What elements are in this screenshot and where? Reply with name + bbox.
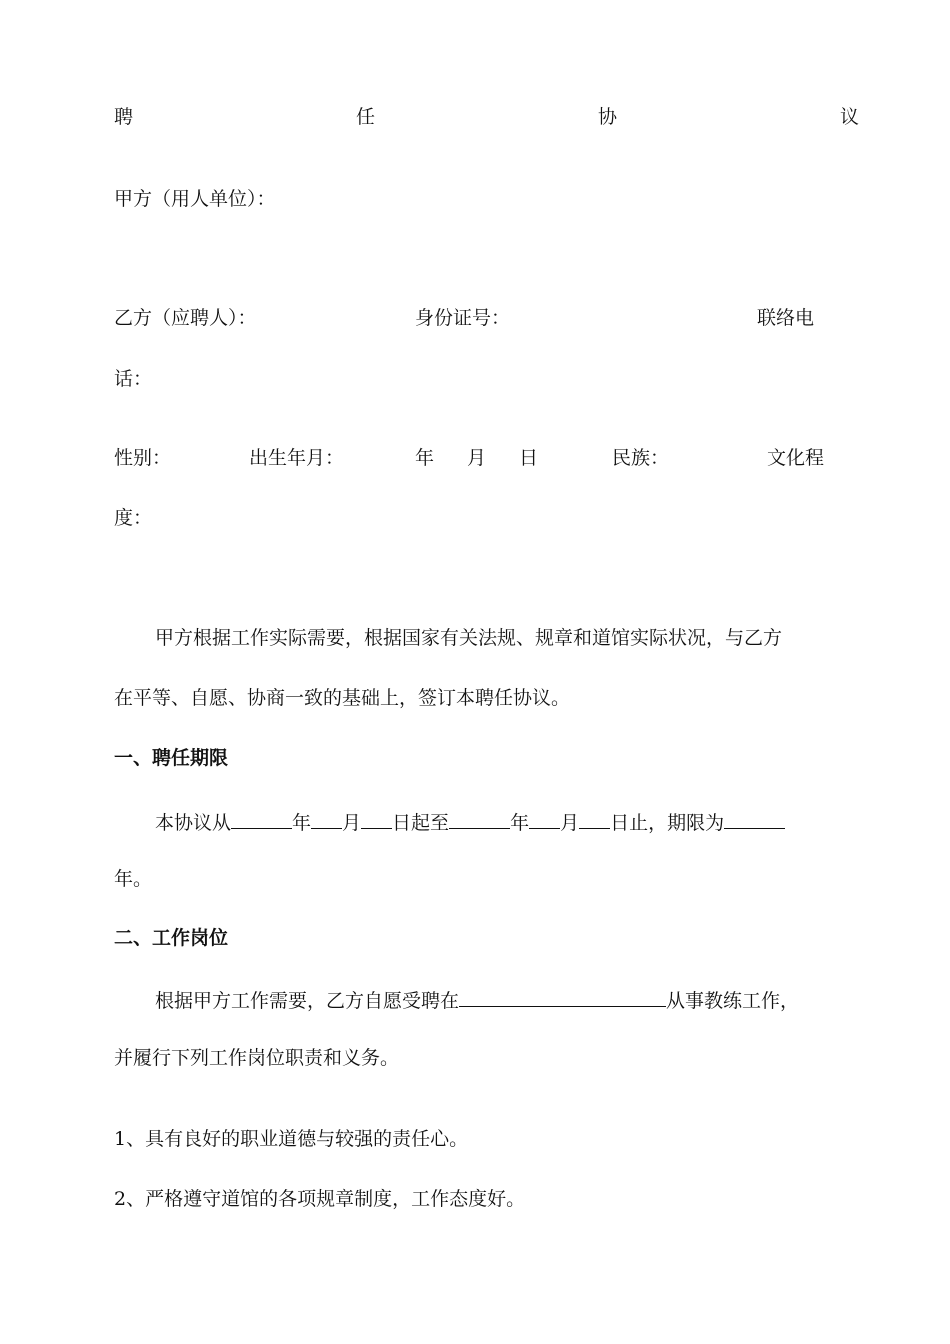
education-label-line2: 度： xyxy=(114,507,153,529)
party-b-label: 乙方（应聘人）： xyxy=(114,307,257,329)
title-char-4: 议 xyxy=(840,106,860,128)
term-text-year-1: 年 xyxy=(292,812,312,834)
end-day-blank[interactable] xyxy=(579,808,610,829)
birth-month-label: 月 xyxy=(467,447,487,469)
phone-label-line1: 联络电 xyxy=(757,307,815,329)
term-years-blank[interactable] xyxy=(724,808,785,829)
term-text-day-to: 日起至 xyxy=(392,812,450,834)
intro-line-2: 在平等、自愿、协商一致的基础上，签订本聘任协议。 xyxy=(114,687,571,709)
position-clause-line-2: 并履行下列工作岗位职责和义务。 xyxy=(114,1047,400,1069)
birth-year-label: 年 xyxy=(415,447,435,469)
education-label-line1: 文化程 xyxy=(767,447,825,469)
position-clause-line-1 xyxy=(155,986,799,1013)
section-1-heading: 一、聘任期限 xyxy=(114,747,229,769)
id-number-label: 身份证号： xyxy=(415,307,511,329)
term-clause-line-2: 年。 xyxy=(114,868,153,890)
title-char-3: 协 xyxy=(598,106,618,128)
term-text-year-2: 年 xyxy=(510,812,530,834)
workplace-blank[interactable] xyxy=(459,986,666,1007)
title-char-1: 聘 xyxy=(114,106,134,128)
term-text-until: 日止，期限为 xyxy=(610,812,725,834)
term-clause-line-1 xyxy=(155,808,785,835)
birth-day-label: 日 xyxy=(519,447,539,469)
position-text-1: 根据甲方工作需要，乙方自愿受聘在 xyxy=(155,990,460,1012)
position-text-2: 从事教练工作， xyxy=(666,990,800,1012)
gender-label: 性别： xyxy=(114,447,172,469)
start-year-blank[interactable] xyxy=(231,808,292,829)
term-text-month-2: 月 xyxy=(560,812,580,834)
title-char-2: 任 xyxy=(356,106,376,128)
party-a-label: 甲方（用人单位）： xyxy=(114,188,276,210)
end-month-blank[interactable] xyxy=(529,808,560,829)
intro-line-1: 甲方根据工作实际需要，根据国家有关法规、规章和道馆实际状况，与乙方 xyxy=(155,627,783,649)
section-2-heading: 二、工作岗位 xyxy=(114,927,229,949)
term-text-month-1: 月 xyxy=(342,812,362,834)
phone-label-line2: 话： xyxy=(114,368,153,390)
duty-item-2: 2、严格遵守道馆的各项规章制度，工作态度好。 xyxy=(114,1188,526,1210)
duty-item-1: 1、具有良好的职业道德与较强的责任心。 xyxy=(114,1128,469,1150)
ethnicity-label: 民族： xyxy=(612,447,670,469)
start-day-blank[interactable] xyxy=(361,808,392,829)
term-text-from: 本协议从 xyxy=(155,812,232,834)
start-month-blank[interactable] xyxy=(311,808,342,829)
end-year-blank[interactable] xyxy=(449,808,510,829)
birth-label: 出生年月： xyxy=(249,447,345,469)
